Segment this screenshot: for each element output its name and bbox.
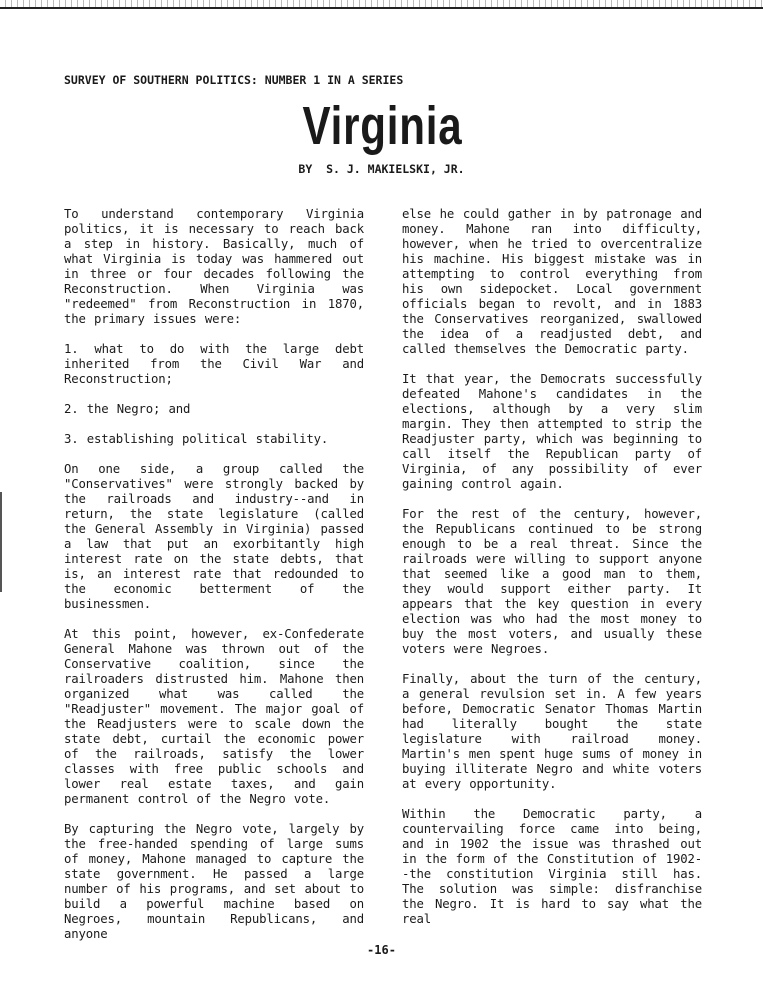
paragraph: else he could gather in by patronage and money. Mahone ran into difficulty, however, when he tried to overcentralize his machine. His biggest mistake was in attempting to control everything from his own sidepocket. Local government officials began to revolt, and in 1883 the Conservatives reorganized, swallowed the idea of a readjusted debt, and called themselves the Democratic party. — [402, 207, 702, 356]
paragraph: 3. establishing political stability. — [64, 432, 329, 446]
page-number: -16- — [367, 943, 396, 957]
paragraph: On one side, a group called the "Conservatives" were strongly backed by the railroads and industry--and in return, the state legislature (called the General Assembly in Virginia) passed a law that put an exorbitantly high interest rate on the state debts, that is, an interest rate that redounded to the economic betterment of the businessmen. — [64, 462, 364, 611]
paragraph: 1. what to do with the large debt inherited from the Civil War and Reconstruction; — [64, 342, 364, 386]
article-title: Virginia — [302, 96, 463, 156]
paragraph: It that year, the Democrats successfully defeated Mahone's candidates in the elections, although by a very slim margin. They then attempted to strip the Readjuster party, which was beginning to call itself the Republican party of Virginia, of any possibility of ever gaining control again. — [402, 372, 702, 491]
paragraph: Finally, about the turn of the century, a general revulsion set in. A few years before, Democratic Senator Thomas Martin had literally bought the state legislature with railroad money. Martin's men spent huge sums of money in buying illiterate Negro and white voters at every opportunity. — [402, 672, 702, 791]
top-rule — [0, 0, 763, 9]
left-column — [64, 207, 364, 957]
author-byline: BY S. J. MAKIELSKI, JR. — [298, 162, 465, 176]
paragraph: Within the Democratic party, a countervailing force came into being, and in 1902 the issue was thrashed out in the form of the Constitution of 1902--the constitution Virginia still has. The solution was simple: disfranchise the Negro. It is hard to say what the real — [402, 807, 702, 926]
scan-margin-mark — [0, 492, 2, 592]
paragraph: At this point, however, ex-Confederate General Mahone was thrown out of the Conservative coalition, since the railroaders distrusted him. Mahone then organized what was called the "Readjuster" movement. The major goal of the Readjusters were to scale down the state debt, curtail the economic power of the railroads, satisfy the lower classes with free public schools and lower real estate taxes, and gain permanent control of the Negro vote. — [64, 627, 364, 806]
series-heading: SURVEY OF SOUTHERN POLITICS: NUMBER 1 IN A SERIES — [64, 73, 404, 87]
paragraph: 2. the Negro; and — [64, 402, 191, 416]
paragraph: To understand contemporary Virginia politics, it is necessary to reach back a step in history. Basically, much of what Virginia is today was hammered out in three or four decades following the Reconstruction. When Virginia was "redeemed" from Reconstruction in 1870, the primary issues were: — [64, 207, 364, 326]
paragraph: By capturing the Negro vote, largely by the free-handed spending of large sums of money, Mahone managed to capture the state government. He passed a large number of his programs, and set about to build a powerful machine based on Negroes, mountain Republicans, and anyone — [64, 822, 364, 941]
right-column — [402, 207, 702, 942]
paragraph: For the rest of the century, however, the Republicans continued to be strong enough to be a real threat. Since the railroads were willing to support anyone that seemed like a good man to them, they would support either party. It appears that the key question in every election was who had the most money to buy the most voters, and usually these voters were Negroes. — [402, 507, 702, 656]
